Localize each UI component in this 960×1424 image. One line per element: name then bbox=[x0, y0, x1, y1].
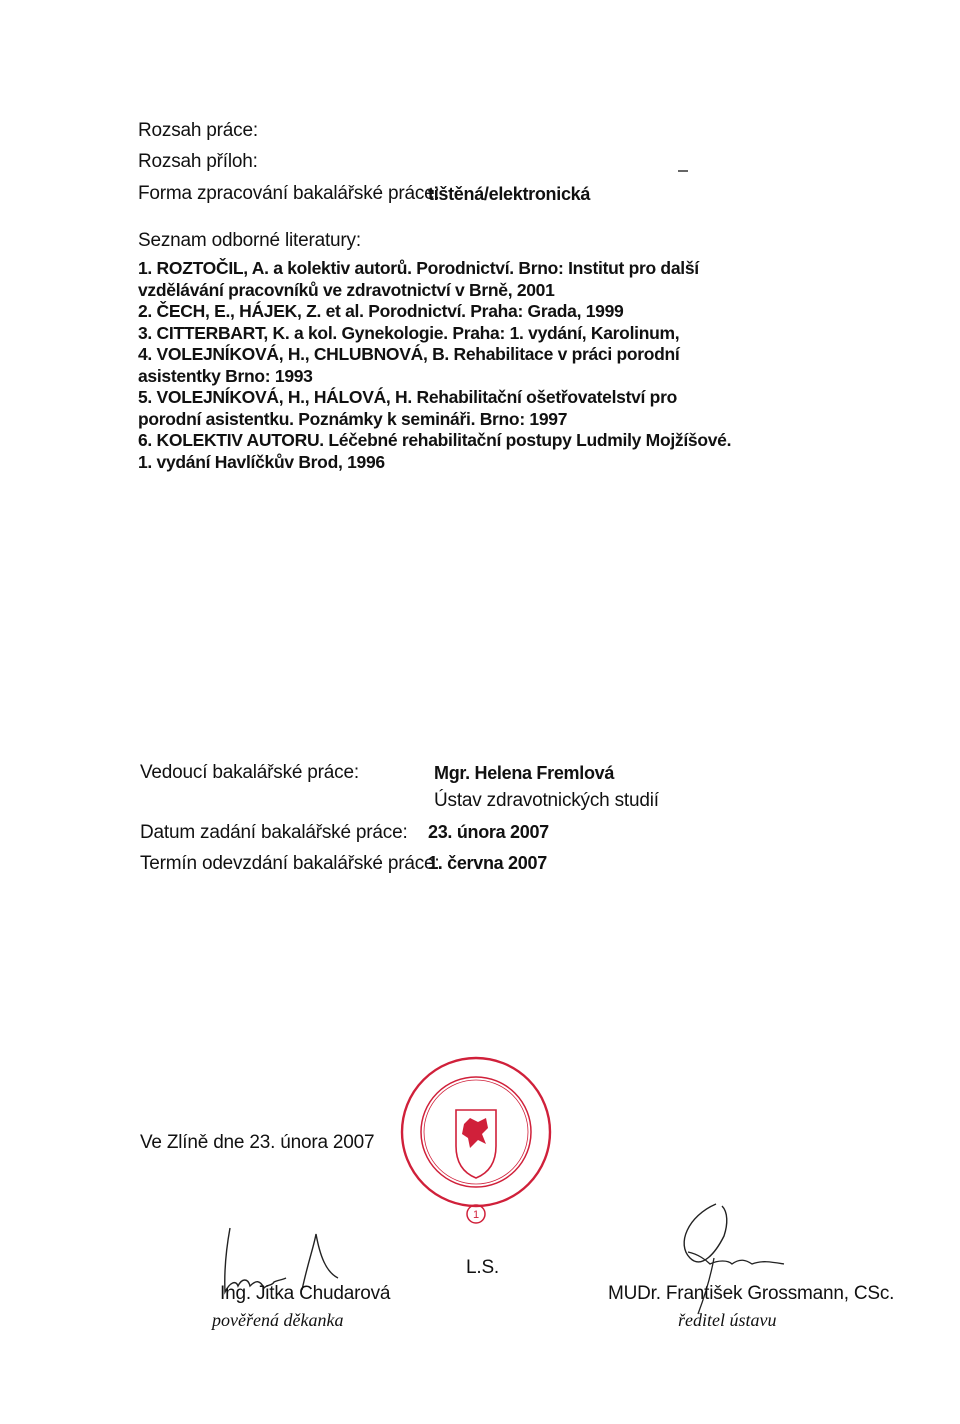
assigned-date-value: 23. února 2007 bbox=[428, 822, 549, 842]
supervisor-name: Mgr. Helena Fremlová bbox=[434, 763, 615, 783]
left-signatory-role: pověřená děkanka bbox=[212, 1310, 344, 1330]
literature-heading: Seznam odborné literatury: bbox=[138, 230, 361, 251]
right-signatory-name: MUDr. František Grossmann, CSc. bbox=[608, 1283, 895, 1304]
literature-item: 5. VOLEJNÍKOVÁ, H., HÁLOVÁ, H. Rehabilitační ošetřovatelství pro porodní asistentku. Poznámky k semináři. Brno: 1997 bbox=[138, 387, 677, 429]
literature-item: 1. ROZTOČIL, A. a kolektiv autorů. Porodnictví. Brno: Institut pro další vzdělávání pracovníků ve zdravotnictví v Brně, 2001 bbox=[138, 258, 699, 300]
literature-list bbox=[138, 258, 738, 473]
stamp-number: 1 bbox=[472, 1209, 480, 1221]
literature-item: 6. KOLEKTIV AUTORU. Léčebné rehabilitační postupy Ludmily Mojžíšové. 1. vydání Havlíčkův Brod, 1996 bbox=[138, 430, 732, 472]
right-signatory-role: ředitel ústavu bbox=[678, 1310, 777, 1330]
ls-mark: L.S. bbox=[466, 1257, 499, 1278]
rozsah-prace-label: Rozsah práce: bbox=[138, 120, 258, 141]
literature-item: 4. VOLEJNÍKOVÁ, H., CHLUBNOVÁ, B. Rehabilitace v práci porodní asistentky Brno: 1993 bbox=[138, 344, 680, 386]
supervisor-label: Vedoucí bakalářské práce: bbox=[140, 762, 359, 783]
left-signatory-name: Ing. Jitka Chudarová bbox=[220, 1283, 391, 1304]
scan-mark bbox=[678, 170, 688, 172]
university-stamp bbox=[398, 1052, 554, 1228]
supervisor-institute: Ústav zdravotnických studií bbox=[434, 790, 659, 811]
assigned-date-label: Datum zadání bakalářské práce: bbox=[140, 822, 408, 843]
due-date-value: 1. června 2007 bbox=[428, 853, 547, 873]
forma-label: Forma zpracování bakalářské práce: bbox=[138, 183, 440, 204]
rozsah-priloh-label: Rozsah příloh: bbox=[138, 151, 258, 172]
literature-item: 3. CITTERBART, K. a kol. Gynekologie. Praha: 1. vydání, Karolinum, bbox=[138, 322, 680, 343]
forma-value: tištěná/elektronická bbox=[428, 184, 591, 204]
due-date-label: Termín odevzdání bakalářské práce: bbox=[140, 853, 440, 874]
place-date: Ve Zlíně dne 23. února 2007 bbox=[140, 1132, 375, 1153]
literature-item: 2. ČECH, E., HÁJEK, Z. et al. Porodnictví. Praha: Grada, 1999 bbox=[138, 301, 624, 321]
